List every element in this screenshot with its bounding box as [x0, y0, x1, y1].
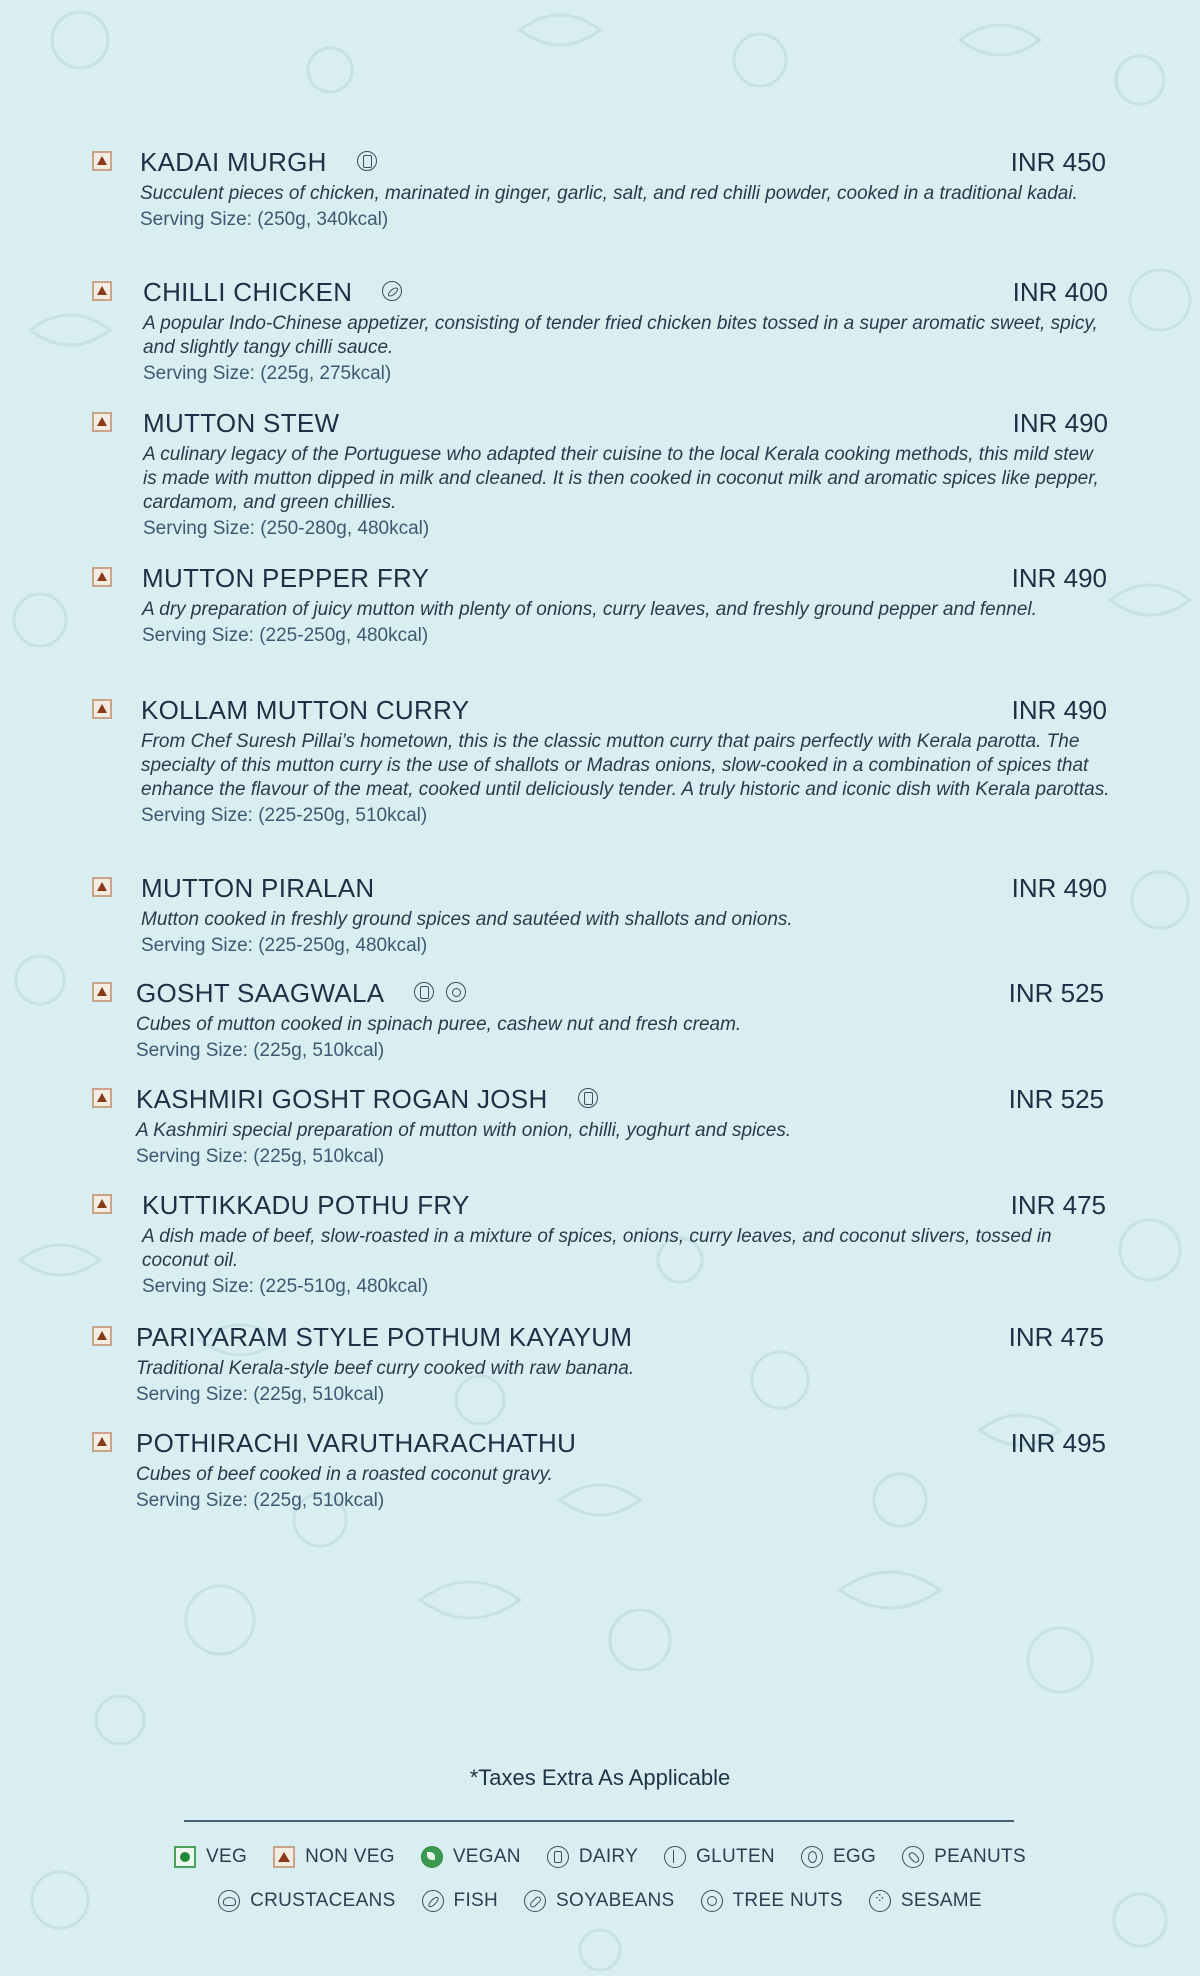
veg-icon: [174, 1846, 196, 1868]
legend-row-1: [0, 1846, 1200, 1868]
dish-description: Cubes of mutton cooked in spinach puree, cashew nut and fresh cream.: [136, 1014, 742, 1035]
dish-name: MUTTON STEW: [143, 408, 340, 438]
menu-item-kadai-murgh: [92, 146, 1108, 233]
egg-icon: [801, 1846, 823, 1868]
serving-size: Serving Size: (225g, 510kcal): [136, 1146, 385, 1167]
soyabeans-icon: [524, 1890, 546, 1912]
menu-item-mutton-pepper-fry: [92, 562, 1108, 649]
dish-description: A dish made of beef, slow-roasted in a mixture of spices, onions, curry leaves, and coconut slivers, tossed in coconut oil.: [142, 1226, 1052, 1271]
dish-price: INR 490: [1011, 563, 1107, 593]
dish-price: INR 525: [1008, 978, 1104, 1008]
dish-name: CHILLI CHICKEN: [143, 276, 402, 308]
dish-price: INR 475: [1010, 1190, 1106, 1220]
dish-price: INR 490: [1011, 695, 1107, 725]
serving-size: Serving Size: (225-250g, 510kcal): [141, 805, 428, 826]
dish-description: Mutton cooked in freshly ground spices and sautéed with shallots and onions.: [141, 909, 793, 930]
dish-name: GOSHT SAAGWALA: [136, 977, 466, 1009]
dish-price: INR 490: [1012, 408, 1108, 438]
dish-price: INR 495: [1010, 1428, 1106, 1458]
legend-crustaceans: CRUSTACEANS: [218, 1890, 395, 1912]
serving-size: Serving Size: (225-510g, 480kcal): [142, 1276, 429, 1297]
taxes-note: *Taxes Extra As Applicable: [469, 1765, 731, 1790]
legend-dairy: DAIRY: [547, 1846, 638, 1868]
dish-name: MUTTON PIRALAN: [141, 873, 375, 903]
vegan-icon: [421, 1846, 443, 1868]
menu-item-mutton-stew: [92, 407, 1108, 542]
gluten-icon: [664, 1846, 686, 1868]
dairy-icon: [578, 1088, 598, 1108]
dish-description: A popular Indo-Chinese appetizer, consisting of tender fried chicken bites tossed in a super aromatic sweet, spicy, and slightly tangy chilli sauce.: [143, 313, 1098, 358]
tree-nuts-icon: [701, 1890, 723, 1912]
dairy-icon: [547, 1846, 569, 1868]
menu-item-pariyaram-style-pothum-kayayum: [92, 1321, 1108, 1408]
serving-size: Serving Size: (250g, 340kcal): [140, 209, 389, 230]
serving-size: Serving Size: (225g, 510kcal): [136, 1384, 385, 1405]
dish-name: KUTTIKKADU POTHU FRY: [142, 1190, 470, 1220]
dish-price: INR 490: [1011, 873, 1107, 903]
serving-size: Serving Size: (225-250g, 480kcal): [142, 625, 429, 646]
fish-icon: [422, 1890, 444, 1912]
dish-price: INR 475: [1008, 1322, 1104, 1352]
legend-soyabeans: SOYABEANS: [524, 1890, 675, 1912]
legend-tree-nuts: TREE NUTS: [701, 1890, 843, 1912]
menu-item-kuttikkadu-pothu-fry: [92, 1189, 1108, 1300]
dish-description: Cubes of beef cooked in a roasted coconut gravy.: [136, 1464, 553, 1485]
dish-description: From Chef Suresh Pillai’s hometown, this is the classic mutton curry that pairs perfectly with Kerala parotta. The specialty of this mutton curry is the use of shallots or Madras onions, slow-cooked in a combination of spices that enhance the flavour of the meat, cooked until deliciously tender. A truly historic and iconic dish with Kerala parottas.: [141, 731, 1110, 800]
sesame-icon: [869, 1890, 891, 1912]
serving-size: Serving Size: (225g, 275kcal): [143, 363, 392, 384]
serving-size: Serving Size: (225g, 510kcal): [136, 1040, 385, 1061]
dish-description: A dry preparation of juicy mutton with plenty of onions, curry leaves, and freshly ground pepper and fennel.: [142, 599, 1037, 620]
legend-row-2: [0, 1890, 1200, 1912]
legend-sesame: ⁘ SESAME: [869, 1890, 982, 1912]
legend-fish: FISH: [422, 1890, 498, 1912]
dish-description: A Kashmiri special preparation of mutton with onion, chilli, yoghurt and spices.: [136, 1120, 792, 1141]
peanuts-icon: [902, 1846, 924, 1868]
dish-description: Succulent pieces of chicken, marinated in ginger, garlic, salt, and red chilli powder, cooked in a traditional kadai.: [140, 183, 1078, 204]
serving-size: Serving Size: (225g, 510kcal): [136, 1490, 385, 1511]
menu-item-kashmiri-gosht-rogan-josh: [92, 1083, 1108, 1170]
soyabeans-icon: [382, 281, 402, 301]
dish-name: POTHIRACHI VARUTHARACHATHU: [136, 1428, 577, 1458]
dish-name: PARIYARAM STYLE POTHUM KAYAYUM: [136, 1322, 633, 1352]
dairy-icon: [414, 982, 434, 1002]
dish-name: KOLLAM MUTTON CURRY: [141, 695, 470, 725]
legend-gluten: GLUTEN: [664, 1846, 775, 1868]
legend-vegan: VEGAN: [421, 1846, 521, 1868]
menu-item-mutton-piralan: [92, 872, 1108, 959]
dish-description: Traditional Kerala-style beef curry cooked with raw banana.: [136, 1358, 635, 1379]
dish-price: INR 525: [1008, 1084, 1104, 1114]
tree-nuts-icon: [446, 982, 466, 1002]
legend-egg: EGG: [801, 1846, 876, 1868]
legend-peanuts: PEANUTS: [902, 1846, 1026, 1868]
non-veg-icon: [273, 1846, 295, 1868]
dish-price: INR 450: [1010, 147, 1106, 177]
serving-size: Serving Size: (250-280g, 480kcal): [143, 518, 430, 539]
dairy-icon: [357, 151, 377, 171]
dish-price: INR 400: [1012, 277, 1108, 307]
menu-item-pothirachi-varutharachathu: [92, 1427, 1108, 1514]
dish-name: KADAI MURGH: [140, 146, 377, 178]
serving-size: Serving Size: (225-250g, 480kcal): [141, 935, 428, 956]
dish-name: MUTTON PEPPER FRY: [142, 563, 430, 593]
legend-veg: VEG: [174, 1846, 247, 1868]
menu-item-kollam-mutton-curry: [92, 694, 1108, 829]
dish-description: A culinary legacy of the Portuguese who adapted their cuisine to the local Kerala cooking methods, this mild stew is made with mutton dipped in milk and cleaned. It is then cooked in coconut milk and aromatic spices like pepper, cardamom, and green chillies.: [143, 444, 1099, 513]
menu-item-chilli-chicken: [92, 276, 1108, 387]
legend-non-veg: NON VEG: [273, 1846, 395, 1868]
menu-item-gosht-saagwala: [92, 977, 1108, 1064]
dish-name: KASHMIRI GOSHT ROGAN JOSH: [136, 1083, 598, 1115]
crustaceans-icon: [218, 1890, 240, 1912]
divider: [184, 1820, 1014, 1822]
